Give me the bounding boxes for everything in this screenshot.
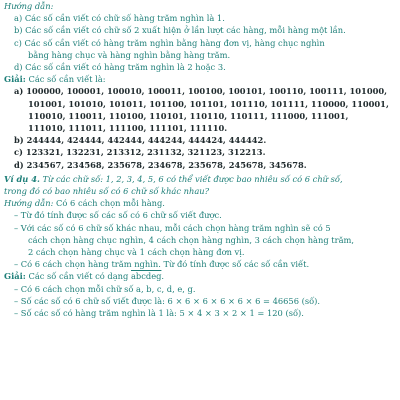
answer-b: b) 244444, 424444, 442444, 444244, 444424, 444442. — [14, 135, 267, 146]
guide-2-point-3: – Có 6 cách chọn hàng trăm nghìn. Từ đó tính được số các số cần viết. — [14, 259, 310, 270]
solution-2-line-1: – Có 6 cách chọn mỗi chữ số a, b, c, d, e, g. — [14, 283, 196, 294]
answer-c: c) 123321, 132231, 213312, 231132, 321123, 312213. — [14, 147, 266, 158]
solution-2-intro-prefix: Các số cần viết có dạng — [28, 271, 129, 282]
solution-intro-text: Các số cần viết là: — [28, 74, 106, 85]
guide-item-c: c) Các số cần viết có hàng trăm nghìn bằng hàng đơn vị, hàng chục nghìn — [14, 37, 325, 48]
answer-a-line-3: 110010, 110011, 110100, 110101, 110110, 110111, 111000, 111001, — [28, 110, 349, 121]
example-4-label: Ví dụ 4. — [4, 173, 40, 184]
example-4-statement — [4, 173, 396, 185]
solution-2-intro-suffix: . — [161, 271, 165, 282]
example-4-line-2: trong đó có bao nhiêu số có 6 chữ số khác nhau? — [4, 186, 210, 197]
guide-item-c-continued: bằng hàng chục và hàng nghìn bằng hàng trăm. — [28, 49, 231, 60]
solution-2-line-3: – Số các số có hàng trăm nghìn là 1 là: 5 × 4 × 3 × 2 × 1 = 120 (số). — [14, 308, 304, 319]
guide-2-point-2: – Với các số có 6 chữ số khác nhau, mỗi cách chọn hàng trăm nghìn sẽ có 5 — [14, 222, 331, 233]
number-form-overline: abcdeg — [130, 271, 162, 282]
guide-2-point-2-cont-1: cách chọn hàng chục nghìn, 4 cách chọn hàng nghìn, 3 cách chọn hàng trăm, — [28, 234, 355, 245]
guide-2-intro — [4, 197, 396, 209]
solution-2-intro — [4, 270, 396, 282]
solution-intro — [4, 73, 396, 85]
guide-2-intro-text: Có 6 cách chọn mỗi hàng. — [56, 198, 165, 209]
solution-label: Giải: — [4, 74, 26, 85]
example-4-line-1: Từ các chữ số: 1, 2, 3, 4, 5, 6 có thể viết được bao nhiêu số có 6 chữ số, — [42, 173, 343, 184]
answer-d: d) 234567, 234568, 235678, 234678, 235678, 245678, 345678. — [14, 159, 307, 170]
answer-a-line-2: 101001, 101010, 101011, 101100, 101101, 101110, 101111, 110000, 110001, — [28, 98, 389, 109]
guide-2-heading: Hướng dẫn: — [4, 198, 54, 209]
answer-a-line-4: 111010, 111011, 111100, 111101, 111110. — [28, 123, 228, 134]
answer-a-line-1: a) 100000, 100001, 100010, 100011, 100100, 100101, 100110, 100111, 101000, — [14, 86, 388, 97]
guide-item-d: d) Các số cần viết có hàng trăm nghìn là 2 hoặc 3. — [14, 62, 226, 73]
guide-2-point-2-cont-2: 2 cách chọn hàng chục và 1 cách chọn hàng đơn vị. — [28, 247, 245, 258]
solution-2-label: Giải: — [4, 271, 26, 282]
guide-item-b: b) Các số cần viết có chữ số 2 xuất hiện ở lần lượt các hàng, mỗi hàng một lần. — [14, 25, 346, 36]
guide-2-point-1: – Từ đó tính được số các số có 6 chữ số viết được. — [14, 210, 222, 221]
guide-item-a: a) Các số cần viết có chữ số hàng trăm nghìn là 1. — [14, 13, 225, 24]
solution-2-line-2: – Số các số có 6 chữ số viết được là: 6 × 6 × 6 × 6 × 6 × 6 = 46656 (số). — [14, 295, 321, 306]
guide-heading: Hướng dẫn: — [4, 1, 54, 11]
